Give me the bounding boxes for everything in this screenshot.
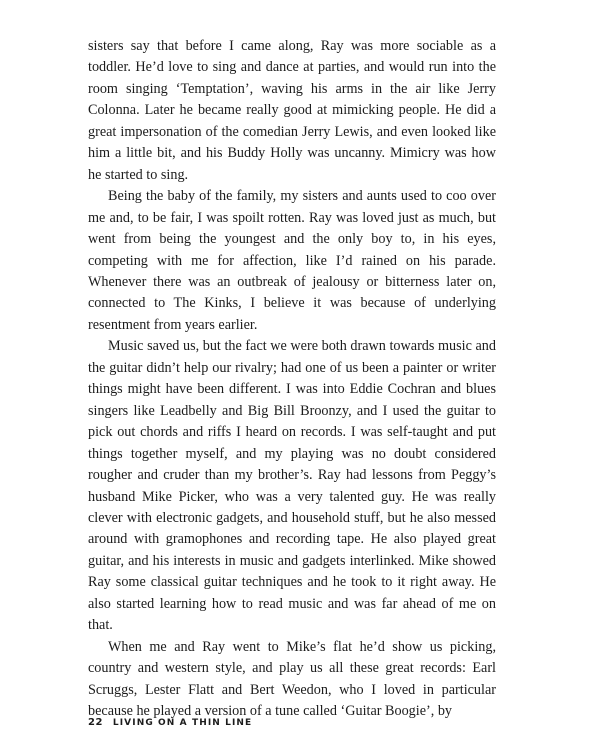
paragraph-2: Being the baby of the family, my sisters and aunts used to coo over me and, to be fair, I was spoilt rotten. Ray was loved just as much, but went from being the youngest and the only boy to, in his eyes, competing with me for affection, like I’d rained on his parade. Whenever there was an outbreak of jealousy or bitterness later on, connected to The Kinks, I believe it was because of underlying resentment from years earlier. — [88, 188, 496, 333]
body-text — [88, 36, 496, 723]
paragraph-1: sisters say that before I came along, Ray was more sociable as a toddler. He’d love to sing and dance at parties, and would run into the room singing ‘Temptation’, waving his arms in the air like Jerry Colonna. Later he became really good at mimicking people. He did a great impersonation of the comedian Jerry Lewis, and even looked like him a little bit, and his Buddy Holly was uncanny. Mimicry was how he started to sing. — [88, 38, 496, 183]
running-title: LIVING ON A THIN LINE — [112, 718, 253, 728]
paragraph-4: When me and Ray went to Mike’s flat he’d show us picking, country and western style, and play us all these great records: Earl Scruggs, Lester Flatt and Bert Weedon, who I loved in particular because he played a version of a tune called ‘Guitar Boogie’, by — [88, 638, 496, 720]
page-footer — [88, 717, 496, 728]
paragraph-3: Music saved us, but the fact we were both drawn towards music and the guitar didn’t help our rivalry; had one of us been a painter or writer things might have been different. I was into Eddie Cochran and blues singers like Leadbelly and Big Bill Broonzy, and I used the guitar to pick out chords and riffs I heard on records. I was self-taught and put things together myself, and my playing was no doubt considered rougher and cruder than my brother’s. Ray had lessons from Peggy’s husband Mike Picker, who was a very talented guy. He was really clever with electronic gadgets, and household stuff, but he also messed around with gramophones and recording tape. He also played great guitar, and his interests in music and gadgets interlinked. Mike showed Ray some classical guitar techniques and he took to it right away. He also started learning how to read music and was far ahead of me on that. — [88, 338, 496, 634]
page-number: 22 — [88, 717, 103, 728]
